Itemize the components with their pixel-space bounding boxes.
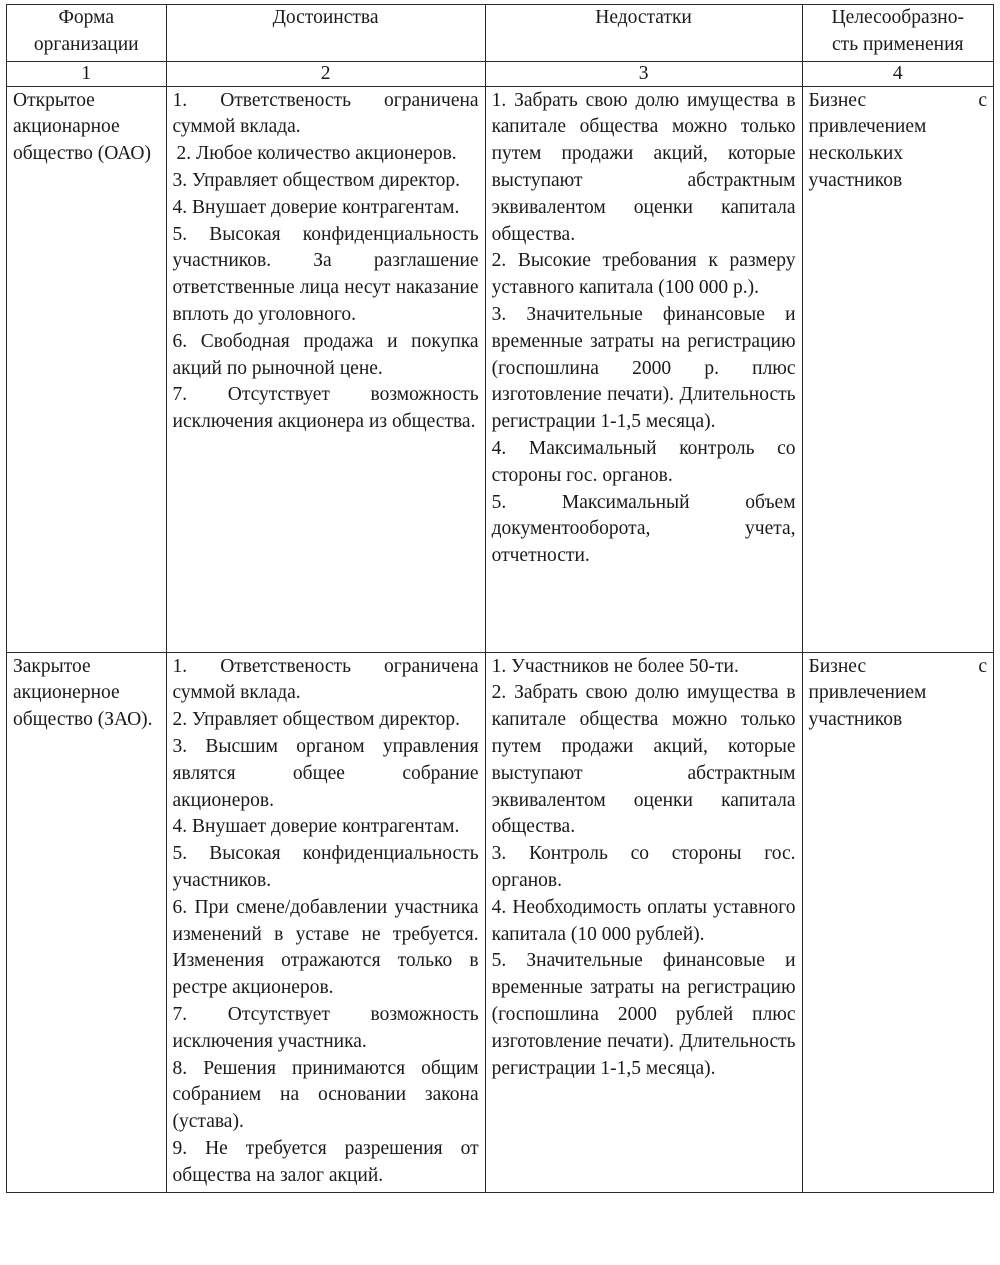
list-item: 6. Свободная продажа и покупка акций по рыночной цене. xyxy=(172,330,479,379)
usage-cell: Бизнес с привлечением участников xyxy=(802,652,993,1192)
header-text: Достоинства xyxy=(272,7,379,28)
list-item: 5. Высокая конфиденциальность участников. За разглашение ответственные лица несут наказание вплоть до уголовного. xyxy=(172,223,479,325)
advantages-cell xyxy=(166,86,485,652)
header-text: Целесообразно- xyxy=(831,7,964,28)
header-text: Недостатки xyxy=(595,7,692,28)
column-number: 4 xyxy=(802,61,993,86)
disadvantages-cell xyxy=(485,652,802,1192)
list-item: 7. Отсутствует возможность исключения акционера из общества. xyxy=(172,384,479,433)
list-item: 4. Внушает доверие контрагентам. xyxy=(172,196,460,218)
header-cell-usage xyxy=(802,5,993,62)
header-row xyxy=(7,5,994,62)
list-item: 2. Управляет обществом директор. xyxy=(172,709,460,731)
list-item: 2. Любое количество акционеров. xyxy=(176,143,457,165)
list-item: 1. Ответственость ограничена суммой вклада. xyxy=(172,655,479,704)
header-text: Форма xyxy=(58,7,114,28)
header-text: сть применения xyxy=(832,33,964,55)
list-item: 2. Высокие требования к размеру уставного капитала (100 000 р.). xyxy=(491,250,796,299)
header-cell-form xyxy=(7,5,167,62)
list-item: 7. Отсутствует возможность исключения участника. xyxy=(172,1003,479,1052)
list-item: 5. Максимальный объем документооборота, учета, отчетности. xyxy=(491,491,796,567)
list-item: 3. Высшим органом управления являтся общее собрание акционеров. xyxy=(172,735,479,811)
table-row xyxy=(7,86,994,652)
form-cell: Открытое акционарное общество (ОАО) xyxy=(7,86,167,652)
disadvantages-cell xyxy=(485,86,802,652)
header-cell-disadvantages xyxy=(485,5,802,62)
list-item: 4. Необходимость оплаты уставного капитала (10 000 рублей). xyxy=(491,896,796,945)
advantages-cell xyxy=(166,652,485,1192)
list-item: 4. Максимальный контроль со стороны гос. органов. xyxy=(491,437,796,486)
column-number: 1 xyxy=(7,61,167,86)
column-number-row xyxy=(7,61,994,86)
list-item: 2. Забрать свою долю имущества в капитале общества можно только путем продажи акций, которые выступают абстрактным эквивалентом оценки капитала общества. xyxy=(491,682,796,838)
list-item: 3. Управляет обществом директор. xyxy=(172,169,460,191)
list-item: 4. Внушает доверие контрагентам. xyxy=(172,816,460,838)
table-row xyxy=(7,652,994,1192)
usage-cell: Бизнес с привлечением нескольких участников xyxy=(802,86,993,652)
list-item: 3. Значительные финансовые и временные затраты на регистрацию (госпошлина 2000 р. плюс изготовление печати). Длительность регистрации 1-1,5 месяца). xyxy=(491,303,796,433)
list-item: 5. Значительные финансовые и временные затраты на регистрацию (госпошлина 2000 рублей плюс изготовление печати). Длительность регистрации 1-1,5 месяца). xyxy=(491,950,796,1079)
column-number: 3 xyxy=(485,61,802,86)
list-item: 6. При смене/добавлении участника изменений в уставе не требуется. Изменения отражаются только в рестре акционеров. xyxy=(172,896,479,999)
comparison-table xyxy=(6,4,994,1193)
header-text: организации xyxy=(33,33,139,55)
list-item: 5. Высокая конфиденциальность участников. xyxy=(172,843,479,891)
list-item: 3. Контроль со стороны гос. органов. xyxy=(491,843,796,891)
form-cell: Закрытое акционерное общество (ЗАО). xyxy=(7,652,167,1192)
list-item: 1. Забрать свою долю имущества в капитале общества можно только путем продажи акций, которые выступают абстрактным эквивалентом оценки капитала общества. xyxy=(491,89,796,245)
list-item: 8. Решения принимаются общим собранием на основании закона (устава). xyxy=(172,1057,479,1133)
column-number: 2 xyxy=(166,61,485,86)
list-item: 1. Ответственость ограничена суммой вклада. xyxy=(172,89,479,138)
list-item: 1. Участников не более 50-ти. xyxy=(491,655,739,677)
list-item: 9. Не требуется разрешения от общества на залог акций. xyxy=(172,1137,479,1186)
header-cell-advantages xyxy=(166,5,485,62)
